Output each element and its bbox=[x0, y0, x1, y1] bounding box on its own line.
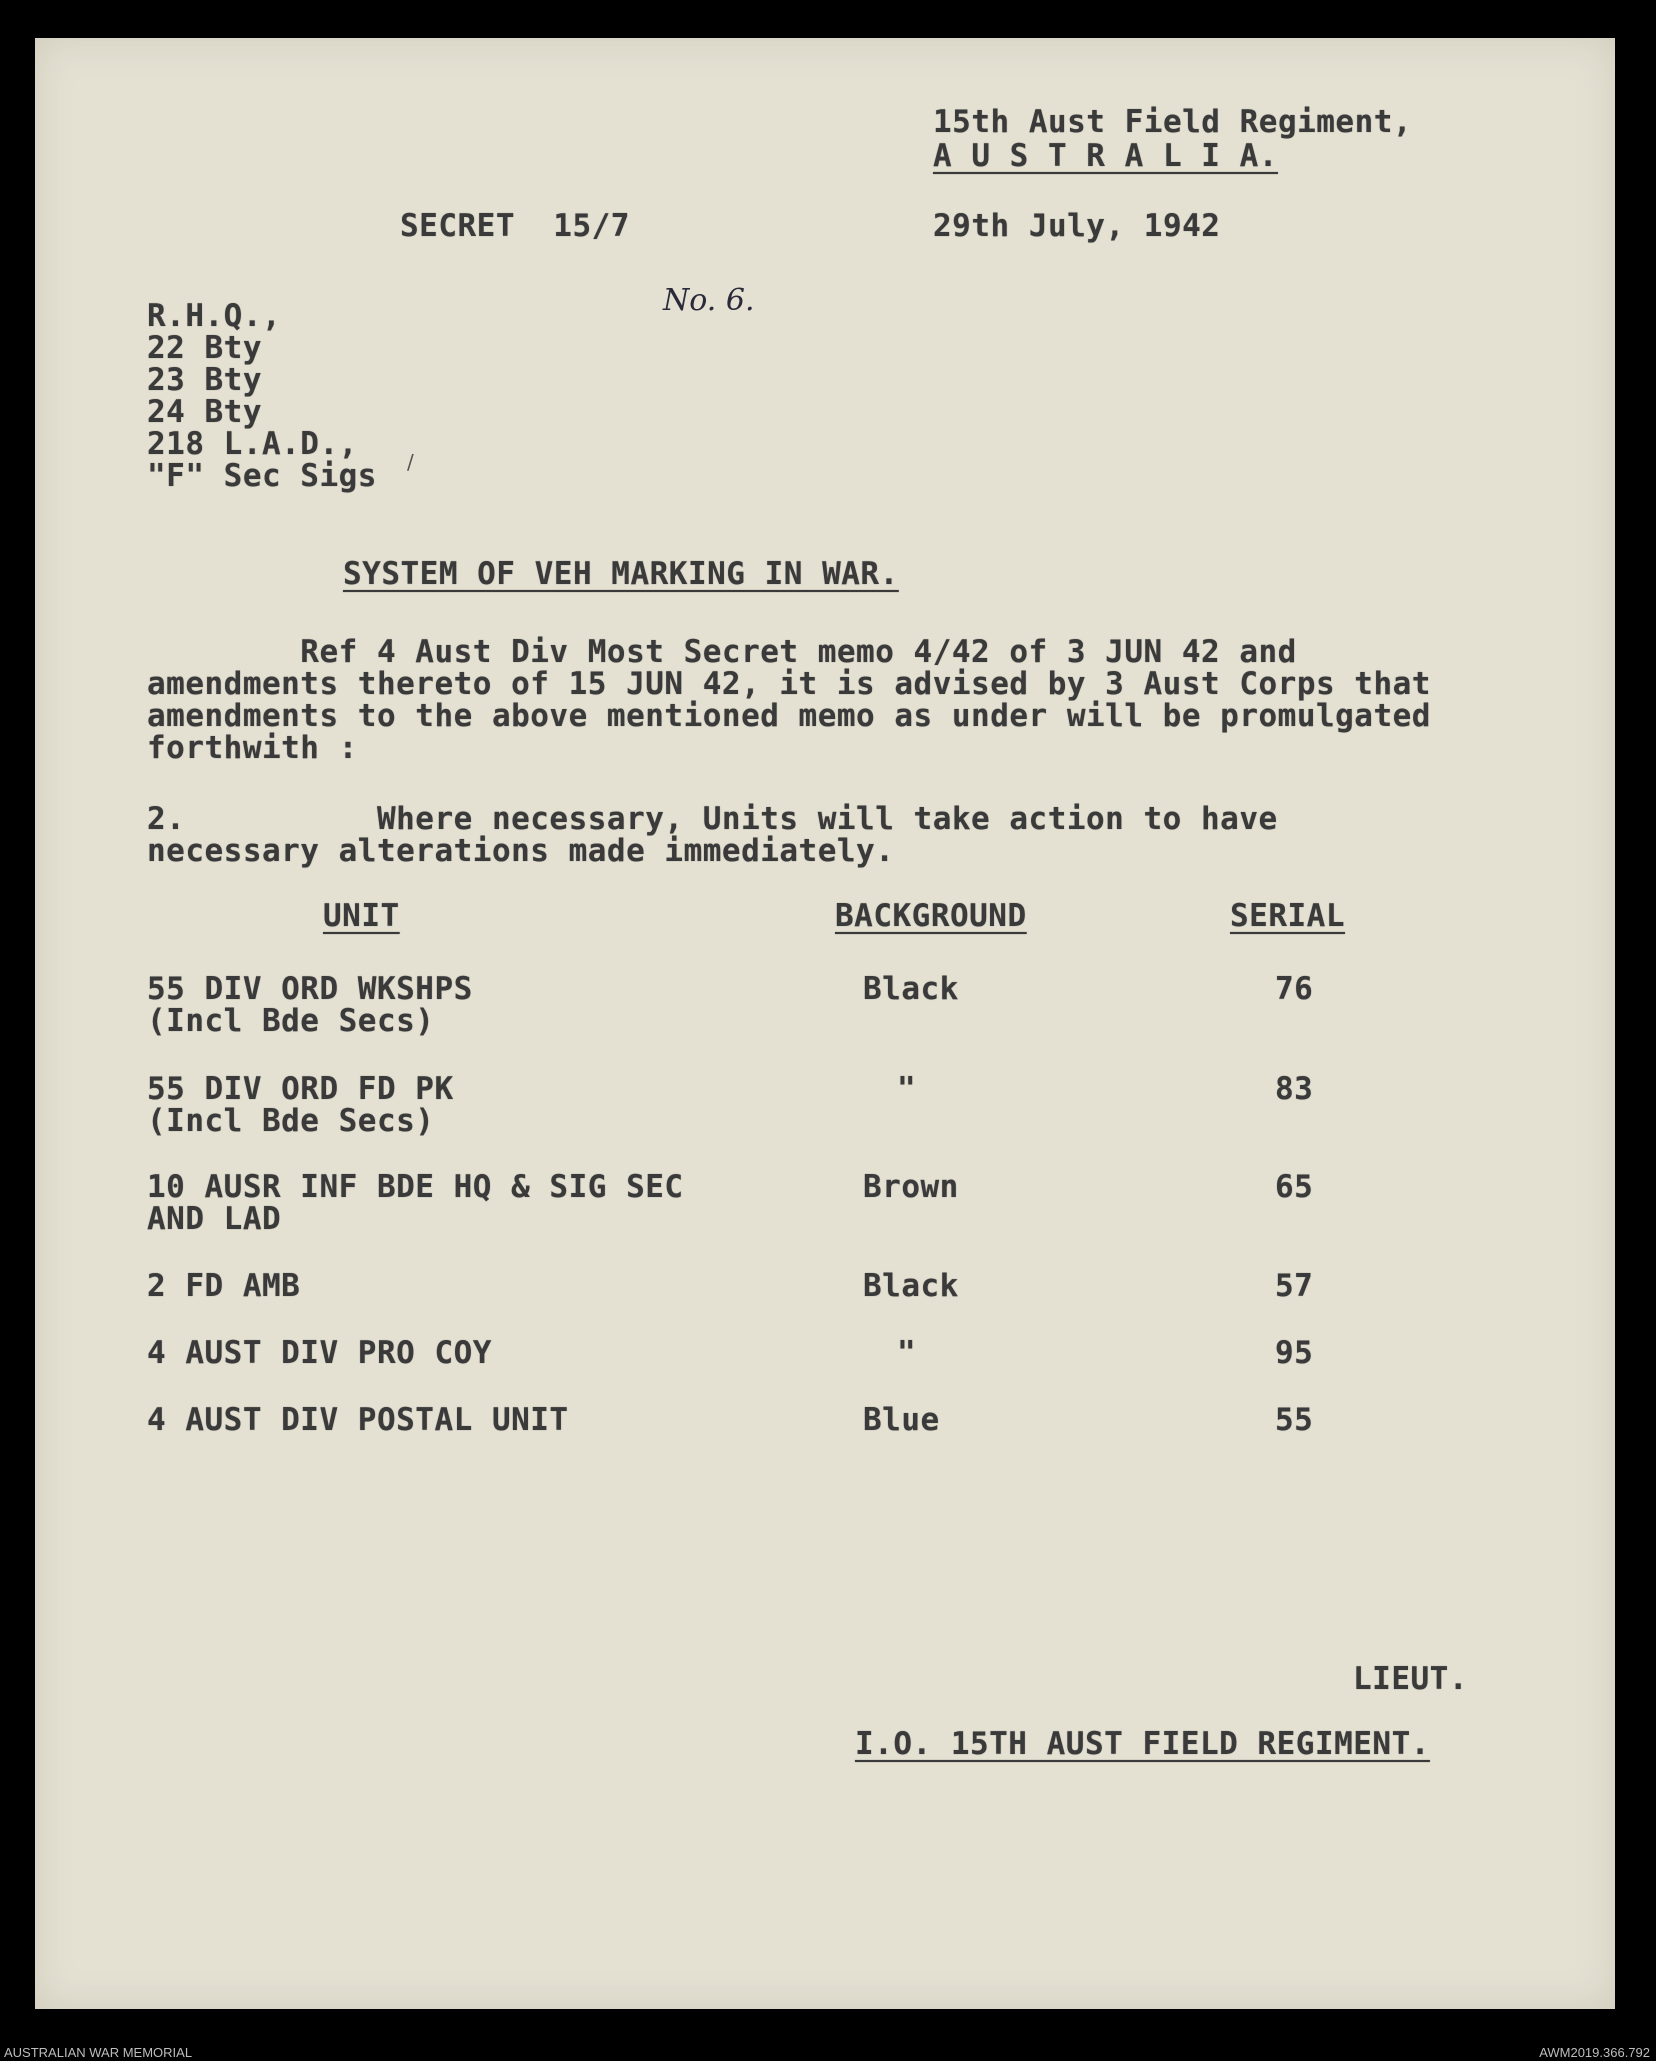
table-row-serial: 95 bbox=[1275, 1335, 1314, 1371]
memo-title: SYSTEM OF VEH MARKING IN WAR. bbox=[343, 556, 899, 592]
signature-appointment: I.O. 15TH AUST FIELD REGIMENT. bbox=[855, 1726, 1430, 1762]
table-row-background: Black bbox=[863, 971, 959, 1007]
table-row-serial: 76 bbox=[1275, 971, 1314, 1007]
document-date: 29th July, 1942 bbox=[933, 208, 1221, 244]
distribution-item: 23 Bty bbox=[147, 362, 262, 398]
table-row-unit: 55 DIV ORD WKSHPS (Incl Bde Secs) bbox=[147, 971, 473, 1039]
signature-rank: LIEUT. bbox=[1353, 1661, 1468, 1697]
distribution-item: R.H.Q., bbox=[147, 298, 282, 334]
distribution-item: "F" Sec Sigs bbox=[147, 458, 377, 494]
table-row-unit: 4 AUST DIV PRO COY bbox=[147, 1335, 492, 1371]
distribution-item: 22 Bty bbox=[147, 330, 262, 366]
column-header-unit: UNIT bbox=[323, 898, 400, 934]
regiment-name: 15th Aust Field Regiment, bbox=[933, 104, 1413, 140]
distribution-item: 24 Bty bbox=[147, 394, 262, 430]
column-header-background: BACKGROUND bbox=[835, 898, 1027, 934]
table-row-serial: 83 bbox=[1275, 1071, 1314, 1107]
table-row-background: " bbox=[897, 1071, 917, 1107]
table-row-unit: 10 AUSR INF BDE HQ & SIG SEC AND LAD bbox=[147, 1169, 684, 1237]
table-row-background: Blue bbox=[863, 1402, 940, 1438]
paragraph-1: Ref 4 Aust Div Most Secret memo 4/42 of 3 JUN 42 and amendments thereto of 15 JUN 42, it is advised by 3 Aust Corps that amendments to the above mentioned memo as under will be promulgated forthwith : bbox=[147, 634, 1431, 766]
table-row-background: Brown bbox=[863, 1169, 959, 1205]
footer-right: AWM2019.366.792 bbox=[1539, 2045, 1650, 2060]
table-row-background: Black bbox=[863, 1268, 959, 1304]
distribution-item: 218 L.A.D., bbox=[147, 426, 358, 462]
table-row-background: " bbox=[897, 1335, 917, 1371]
document-page bbox=[35, 38, 1615, 2009]
table-row-unit: 2 FD AMB bbox=[147, 1268, 301, 1304]
table-row-unit: 55 DIV ORD FD PK (Incl Bde Secs) bbox=[147, 1071, 454, 1139]
table-row-unit: 4 AUST DIV POSTAL UNIT bbox=[147, 1402, 569, 1438]
paragraph-2: 2. Where necessary, Units will take action to have necessary alterations made immediately. bbox=[147, 801, 1278, 869]
table-row-serial: 55 bbox=[1275, 1402, 1314, 1438]
handwritten-note: No. 6. bbox=[663, 283, 755, 318]
footer-left: AUSTRALIAN WAR MEMORIAL bbox=[4, 2045, 193, 2060]
classification: SECRET 15/7 bbox=[400, 208, 630, 244]
column-header-serial: SERIAL bbox=[1230, 898, 1345, 934]
check-mark-icon: / bbox=[407, 450, 414, 474]
table-row-serial: 65 bbox=[1275, 1169, 1314, 1205]
country-name: A U S T R A L I A. bbox=[933, 138, 1278, 174]
table-row-serial: 57 bbox=[1275, 1268, 1314, 1304]
